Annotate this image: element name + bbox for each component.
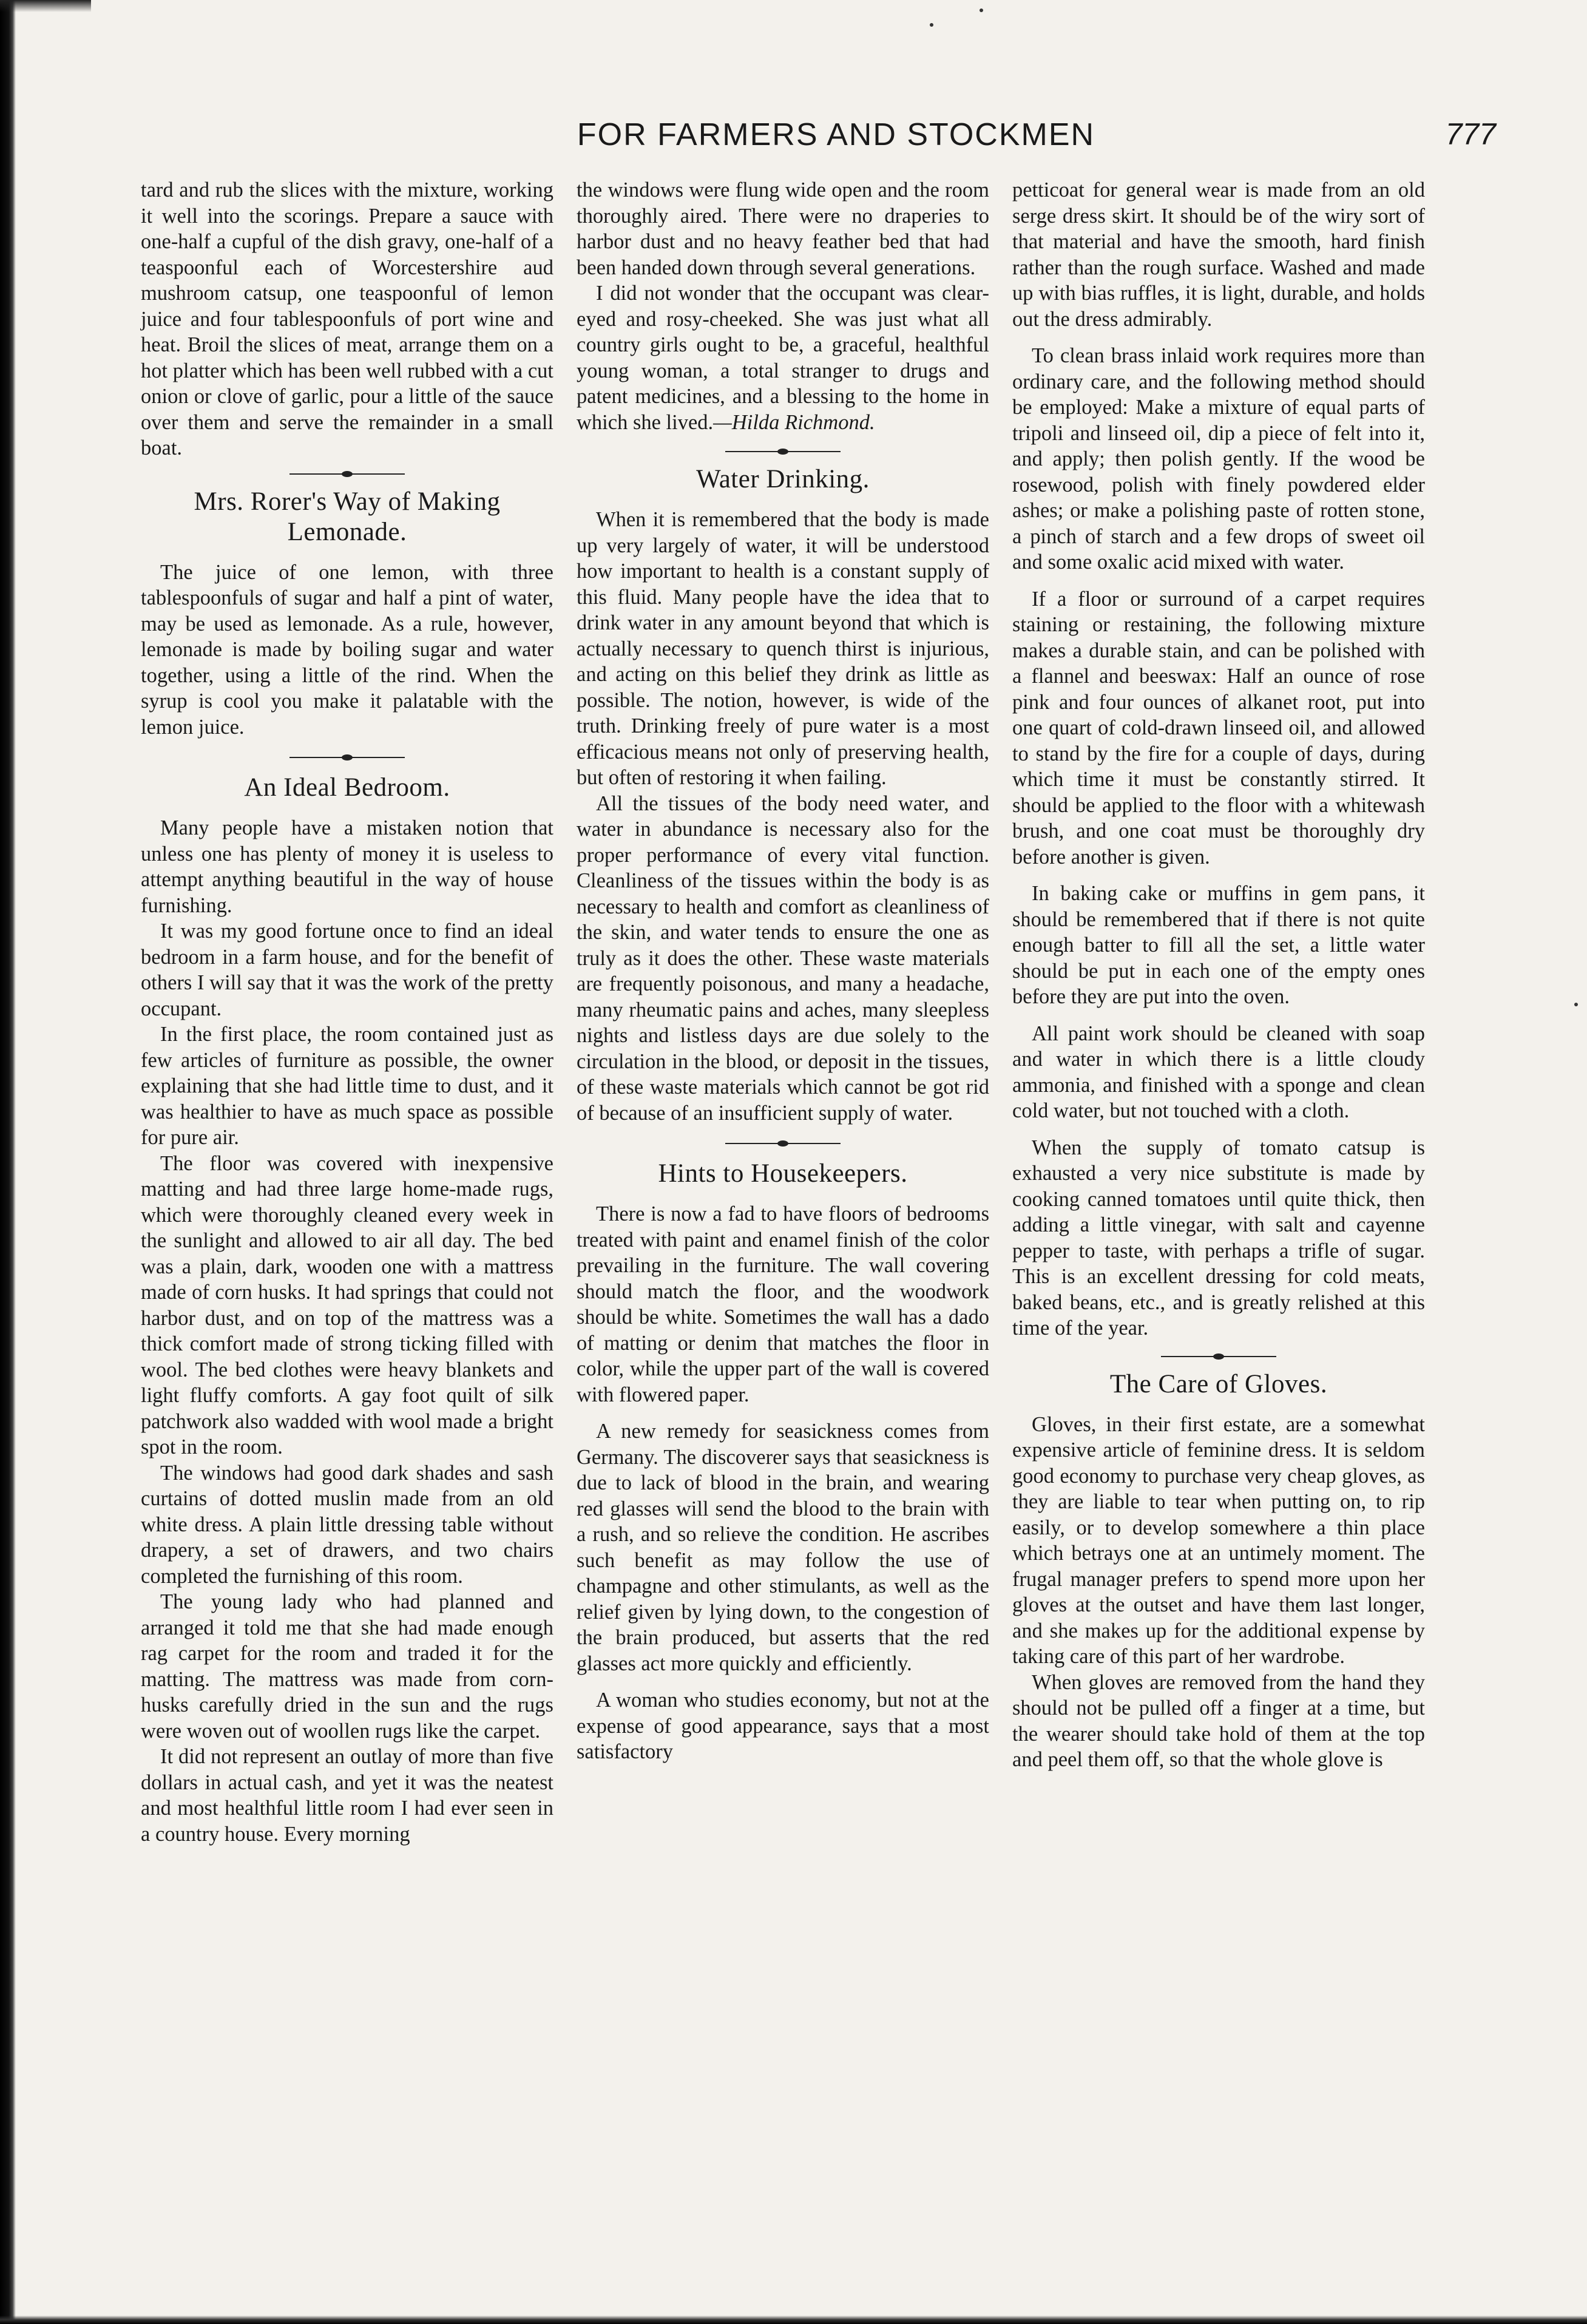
gloves-paragraph: Gloves, in their first estate, are a somewhat expensive article of feminine dress. It is seldom good economy to purchase very cheap gloves, as they are liable to tear when putting on, to rip easily, or to develop somewhere a thin place which betrays one at an untimely moment. The frugal manager prefers to spend more upon her gloves at the outset and have them last longer, and she makes up for the additional expense by taking care of this part of her wardrobe. xyxy=(1012,1412,1425,1668)
hints-continuation: petticoat for general wear is made from an old serge dress skirt. It should be of the wiry sort of that material and have the smooth, hard finish rather than the rough surface. Washed and made up with bias ruffles, it is light, durable, and holds out the dress admirably. xyxy=(1012,178,1425,331)
running-head-title: FOR FARMERS AND STOCKMEN xyxy=(577,117,1095,152)
running-head xyxy=(176,109,1496,164)
scan-speck xyxy=(930,23,933,27)
column-1 xyxy=(141,177,553,1847)
article-title-bedroom: An Ideal Bedroom. xyxy=(244,773,450,802)
water-paragraph: All the tissues of the body need water, and water in abundance is necessary also for the proper performance of every vital function. Cleanliness of the tissues within the body is as necessary to health and comfort as cleanliness of the skin, and water tends to ensure the one as truly as it does the other. These waste materials are frequently poisonous, and many a headache, many rheumatic pains and aches, many sleepless nights and listless days are due solely to the circulation in the blood, or deposit in the tissues, of these waste materials which cannot be got rid of because of an insufficient supply of water. xyxy=(577,791,989,1125)
scan-speck xyxy=(980,8,983,12)
author-signature: —Hilda Richmond. xyxy=(713,410,875,434)
hints-paragraph: All paint work should be cleaned with soap and water in which there is a little cloudy ammonia, and finished with a sponge and clean cold water, but not touched with a cloth. xyxy=(1012,1021,1425,1122)
page-number: 777 xyxy=(1445,117,1496,151)
bedroom-closing-text: I did not wonder that the occupant was clear-eyed and rosy-cheeked. She was just what all country girls ought to be, a graceful, healthful young woman, a total stranger to drugs and patent medicines, and a blessing to the home in which she lived. xyxy=(577,282,989,434)
article-title-lemonade: Mrs. Rorer's Way of Making Lemonade. xyxy=(194,487,501,546)
article-title-hints: Hints to Housekeepers. xyxy=(658,1159,908,1188)
column-3 xyxy=(1012,177,1425,1773)
bedroom-continuation: the windows were flung wide open and the room thoroughly aired. There were no draperies to harbor dust and no heavy feather bed that had been handed down through several generations. xyxy=(577,178,989,279)
bedroom-paragraph: In the first place, the room contained just as few articles of furniture as possible, the owner explaining that she had little time to dust, and it was healthier to have as much space as possible for pure air. xyxy=(141,1023,553,1149)
scan-edge-left xyxy=(0,0,16,2324)
bedroom-closing-paragraph xyxy=(577,280,989,435)
hints-paragraph: There is now a fad to have floors of bedrooms treated with paint and enamel finish of the color prevailing in the furniture. The wall covering should match the floor, and the woodwork should be white. Sometimes the wall has a dado of matting or denim that matches the floor in color, while the upper part of the wall is covered with flowered paper. xyxy=(577,1202,989,1406)
hints-paragraph: In baking cake or muffins in gem pans, it should be remembered that if there is not quite enough batter to fill all the set, a little water should be put in each one of the empty ones before they are put into the oven. xyxy=(1012,882,1425,1008)
section-divider xyxy=(289,470,405,478)
hints-paragraph: If a floor or surround of a carpet requires staining or restaining, the following mixture makes a durable stain, and can be polished with a flannel and beeswax: Half an ounce of rose pink and four ounces of alkanet root, put into one quart of cold-drawn linseed oil, and allowed to stand by the fire for a couple of days, during which time it must be constantly stirred. It should be applied to the floor with a whitewash brush, and one coat must be thoroughly dry before another is given. xyxy=(1012,587,1425,869)
bedroom-paragraph: The windows had good dark shades and sash curtains of dotted muslin made from an old white dress. A plain little dressing table without drapery, a set of drawers, and two chairs completed the furnishing of this room. xyxy=(141,1461,553,1588)
scan-edge-bottom xyxy=(0,2316,1587,2324)
water-paragraph: When it is remembered that the body is made up very largely of water, it will be understood how important to health is a constant supply of this fluid. Many people have the idea that to drink water in any amount beyond that which is actually necessary to quench thirst is injurious, and acting on this belief they drink as little as possible. The notion, however, is wide of the truth. Drinking freely of pure water is a most efficacious means not only of preserving health, but often of restoring it when failing. xyxy=(577,508,989,789)
recipe-continuation: tard and rub the slices with the mixture, working it well into the scorings. Prepare a sauce with one-half a cupful of the dish gravy, one-half of a teaspoonful each of Worcestershire aud mushroom catsup, one teaspoonful of lemon juice and four tablespoonfuls of port wine and heat. Broil the slices of meat, arrange them on a hot platter which has been well rubbed with a cut onion or clove of garlic, pour a little of the sauce over them and serve the remainder in a small boat. xyxy=(141,178,553,459)
section-divider xyxy=(289,753,405,762)
article-title-gloves: The Care of Gloves. xyxy=(1109,1369,1328,1398)
scan-edge-corner xyxy=(0,0,91,12)
bedroom-paragraph: Many people have a mistaken notion that unless one has plenty of money it is useless to attempt anything beautiful in the way of house furnishing. xyxy=(141,816,553,917)
scan-speck xyxy=(1574,1003,1578,1006)
lemonade-paragraph: The juice of one lemon, with three tablespoonfuls of sugar and half a pint of water, may be used as lemonade. As a rule, however, lemonade is made by boiling sugar and water together, using a little of the rind. When the syrup is cool you make it palatable with the lemon juice. xyxy=(141,560,553,739)
hints-paragraph: A new remedy for seasickness comes from Germany. The discoverer says that seasickness is due to lack of blood in the brain, and wearing red glasses will send the blood to the brain with a rush, and so relieve the condition. He ascribes such benefit as may follow the use of champagne and other stimulants, as well as the relief given by lying down, to the congestion of the brain produced, but asserts that the red glasses act more quickly and efficiently. xyxy=(577,1420,989,1675)
hints-paragraph: To clean brass inlaid work requires more than ordinary care, and the following method should be employed: Make a mixture of equal parts of tripoli and linseed oil, dip a piece of felt into it, and apply; then polish gently. If the wood be rosewood, polish with finely powdered elder ashes; or make a polishing paste of rotten stone, a pinch of starch and a few drops of sweet oil and some oxalic acid mixed with water. xyxy=(1012,344,1425,574)
section-divider xyxy=(725,447,841,456)
hints-paragraph: A woman who studies economy, but not at the expense of good appearance, says that a most satisfactory xyxy=(577,1689,989,1763)
article-title-water: Water Drinking. xyxy=(696,465,870,493)
gloves-paragraph: When gloves are removed from the hand they should not be pulled off a finger at a time, but the wearer should take hold of them at the top and peel them off, so that the whole glove is xyxy=(1012,1670,1425,1771)
bedroom-paragraph: The floor was covered with inexpensive matting and had three large home-made rugs, which were thoroughly cleaned every week in the sunlight and allowed to air all day. The bed was a plain, dark, wooden one with a mattress made of corn husks. It had springs that could not harbor dust, and on top of the mattress was a thick comfort made of strong ticking filled with wool. The bed clothes were heavy blankets and light fluffy comforts. A gay foot quilt of silk patchwork also wadded with wool made a bright spot in the room. xyxy=(141,1151,553,1458)
bedroom-paragraph: It was my good fortune once to find an ideal bedroom in a farm house, and for the benefit of others I will say that it was the work of the pretty occupant. xyxy=(141,920,553,1020)
hints-paragraph: When the supply of tomato catsup is exhausted a very nice substitute is made by cooking canned tomatoes until quite thick, then adding a little vinegar, with salt and cayenne pepper to taste, with perhaps a trifle of sugar. This is an excellent dressing for cold meats, baked beans, etc., and is greatly relished at this time of the year. xyxy=(1012,1136,1425,1340)
section-divider xyxy=(725,1139,841,1148)
column-2 xyxy=(577,177,989,1765)
bedroom-paragraph: The young lady who had planned and arranged it told me that she had made enough rag carpet for the room and traded it for the matting. The mattress was made from corn-husks carefully dried in the sun and the rugs were woven out of woollen rugs like the carpet. xyxy=(141,1590,553,1743)
bedroom-paragraph: It did not represent an outlay of more than five dollars in actual cash, and yet it was the neatest and most healthful little room I had ever seen in a country house. Every morning xyxy=(141,1745,553,1846)
section-divider xyxy=(1161,1352,1276,1361)
